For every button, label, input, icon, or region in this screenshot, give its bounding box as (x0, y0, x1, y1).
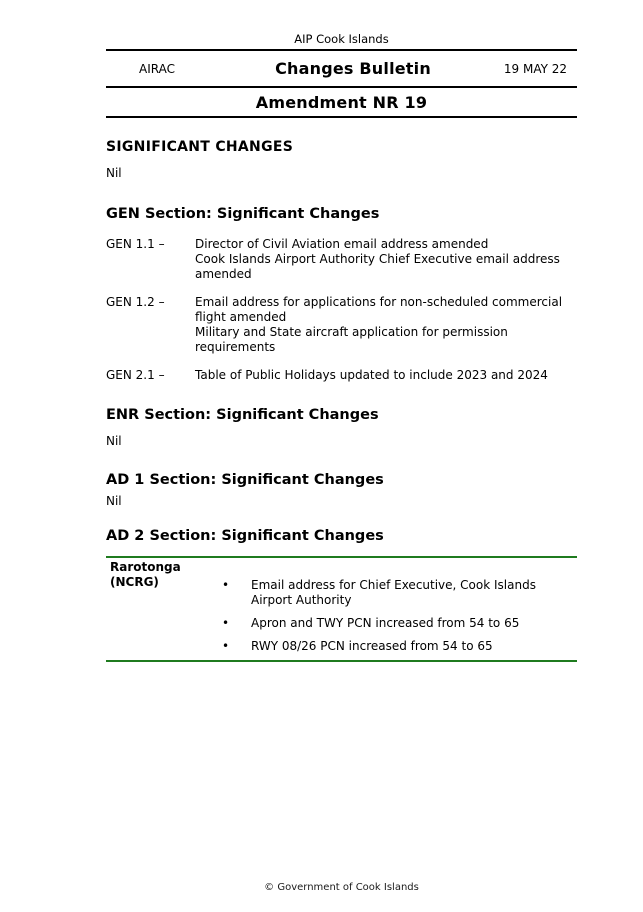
bullet-text (251, 578, 536, 608)
text-line: Table of Public Holidays updated to include 2023 and 2024 (195, 368, 548, 382)
text-line: Director of Civil Aviation email address amended (195, 237, 489, 251)
gen-section-heading: GEN Section: Significant Changes (106, 206, 380, 222)
bullet-marker: • (222, 639, 230, 653)
gen-item-text (195, 295, 577, 355)
header-row (106, 51, 577, 88)
ad2-section-heading: AD 2 Section: Significant Changes (106, 528, 384, 544)
enr-nil: Nil (106, 434, 122, 448)
gen-item-ref: GEN 2.1 – (106, 368, 165, 382)
ad1-nil: Nil (106, 494, 122, 508)
bulletin-title: Changes Bulletin (275, 59, 431, 78)
gen-item-ref: GEN 1.2 – (106, 295, 165, 309)
airac-label: AIRAC (139, 61, 175, 76)
bullet-text (251, 639, 493, 654)
text-line: Military and State aircraft application for permission (195, 325, 508, 339)
amendment-title: Amendment NR 19 (106, 88, 577, 118)
text-line: amended (195, 267, 252, 281)
bullet-marker: • (222, 616, 230, 630)
text-line: flight amended (195, 310, 287, 324)
text-line: Email address for Chief Executive, Cook Islands (251, 578, 536, 592)
bullet-item (218, 616, 577, 631)
bullet-item (218, 639, 577, 654)
text-line: Airport Authority (251, 593, 352, 607)
change-bullet-list (218, 558, 577, 654)
issue-date: 19 MAY 22 (503, 61, 568, 76)
publication-title: AIP Cook Islands (106, 0, 577, 51)
gen-item-2-1 (106, 368, 577, 383)
significant-changes-value: Nil (106, 166, 122, 180)
gen-item-ref: GEN 1.1 – (106, 237, 165, 251)
ad1-section-heading: AD 1 Section: Significant Changes (106, 472, 384, 488)
significant-changes-heading: SIGNIFICANT CHANGES (106, 139, 294, 155)
text-line: Email address for applications for non-scheduled commercial (195, 295, 563, 309)
ad2-changes-table (106, 556, 577, 662)
gen-item-1-1 (106, 237, 577, 282)
enr-section-heading: ENR Section: Significant Changes (106, 407, 379, 423)
gen-item-text (195, 237, 577, 282)
airport-code: (NCRG) (110, 575, 159, 589)
footer-copyright: © Government of Cook Islands (264, 882, 419, 893)
gen-item-1-2 (106, 295, 577, 355)
text-line: Cook Islands Airport Authority Chief Executive email address (195, 252, 560, 266)
text-line: Apron and TWY PCN increased from 54 to 65 (251, 616, 520, 630)
airport-name: Rarotonga (110, 560, 181, 574)
bullet-marker: • (222, 578, 230, 592)
airport-name-cell (106, 558, 218, 654)
bullet-text (251, 616, 519, 631)
text-line: requirements (195, 340, 276, 354)
page-content (106, 0, 577, 662)
gen-item-text (195, 368, 577, 383)
bullet-item (218, 578, 577, 608)
text-line: RWY 08/26 PCN increased from 54 to 65 (251, 639, 493, 653)
